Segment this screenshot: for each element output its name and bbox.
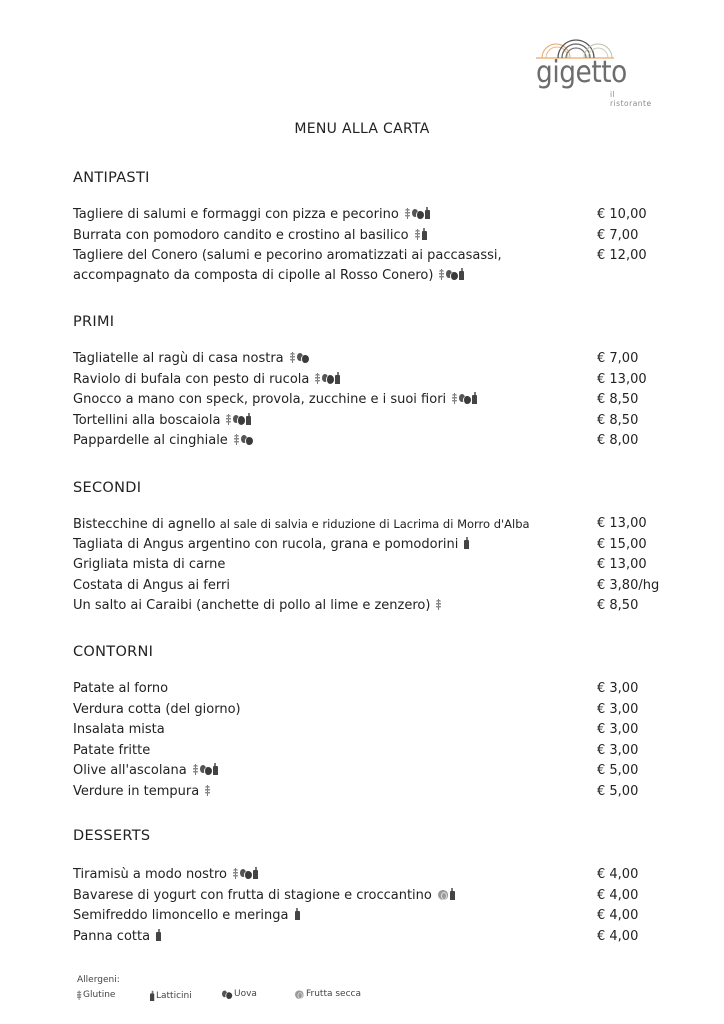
dish-price: € 4,00	[597, 887, 639, 903]
dish-name: Tagliere del Conero (salumi e pecorino aromatizzati ai paccasassi,	[73, 248, 502, 264]
dish-name: Un salto ai Caraibi (anchette di pollo al lime e zenzero)	[73, 597, 441, 615]
dish-name: Bistecchine di agnello al sale di salvia e riduzione di Lacrima di Morro d'Alba	[73, 517, 530, 532]
dish-price: € 8,00	[597, 433, 639, 449]
section-title: DESSERTS	[73, 828, 151, 844]
wheat-icon	[436, 599, 441, 610]
allergen-icons	[234, 433, 252, 445]
restaurant-logo	[534, 38, 654, 108]
wheat-icon	[415, 229, 420, 240]
eggs-icon	[233, 415, 244, 425]
allergen-icons	[438, 888, 455, 900]
wheat-icon	[233, 868, 238, 879]
allergen-icons	[405, 207, 430, 219]
milk-bottle-icon	[459, 268, 464, 280]
dish-price: € 3,00	[597, 742, 639, 758]
dish-name: Tagliatelle al ragù di casa nostra	[73, 350, 308, 368]
dish-name: Bavarese di yogurt con frutta di stagione e croccantino	[73, 887, 455, 905]
dish-price: € 8,50	[597, 412, 639, 428]
dish-name: Patate fritte	[73, 742, 151, 758]
wheat-icon	[77, 991, 81, 1000]
menu-item	[73, 350, 673, 371]
dish-price: € 15,00	[597, 536, 647, 552]
dish-price: € 4,00	[597, 908, 639, 924]
menu-item	[73, 227, 673, 248]
allergen-legend	[77, 975, 397, 1003]
menu-section-contorni	[73, 644, 673, 799]
nut-icon	[295, 991, 304, 1000]
legend-item-glutine: Glutine	[77, 989, 115, 1000]
wheat-icon	[234, 434, 239, 445]
menu-item	[73, 721, 673, 742]
eggs-icon	[297, 353, 308, 363]
dish-price: € 3,00	[597, 681, 639, 696]
logo-wordmark: gigetto	[536, 55, 627, 90]
dish-price: € 4,00	[597, 928, 639, 944]
milk-bottle-icon	[450, 888, 455, 900]
menu-item	[73, 371, 673, 392]
allergen-icons	[156, 929, 161, 941]
dish-name: Costata di Angus ai ferri	[73, 577, 230, 593]
dish-price: € 3,00	[597, 701, 639, 717]
logo-tagline: il ristorante	[610, 90, 652, 108]
milk-bottle-icon	[156, 929, 161, 941]
menu-item	[73, 515, 673, 536]
menu-item	[73, 432, 673, 453]
milk-bottle-icon	[150, 991, 154, 1001]
menu-item	[73, 247, 673, 288]
wheat-icon	[439, 269, 444, 280]
eggs-icon	[412, 209, 423, 219]
menu-item	[73, 577, 673, 598]
dish-price: € 3,80/hg	[597, 577, 660, 593]
menu-section-antipasti	[73, 170, 673, 284]
eggs-icon	[222, 991, 231, 1000]
legend-item-uova: Uova	[222, 989, 257, 999]
allergen-icons	[295, 908, 300, 920]
dish-name: Insalata mista	[73, 722, 165, 738]
dish-name: Panna cotta	[73, 928, 161, 946]
legend-title: Allergeni:	[77, 975, 120, 985]
wheat-icon	[226, 414, 231, 425]
milk-bottle-icon	[213, 763, 218, 775]
menu-item	[73, 391, 673, 412]
menu-section-secondi	[73, 480, 673, 614]
menu-item	[73, 928, 673, 949]
dish-price: € 12,00	[597, 248, 647, 264]
allergen-icons	[439, 268, 464, 280]
dish-price: € 4,00	[597, 867, 639, 882]
milk-bottle-icon	[253, 867, 258, 879]
dish-name: Burrata con pomodoro candito e crostino al basilico	[73, 227, 427, 245]
menu-section-primi	[73, 314, 673, 449]
wheat-icon	[405, 208, 410, 219]
allergen-icons	[436, 598, 441, 610]
eggs-icon	[241, 435, 252, 445]
milk-bottle-icon	[425, 207, 430, 219]
dish-name: Verdure in tempura	[73, 783, 210, 801]
allergen-icons	[226, 413, 251, 425]
milk-bottle-icon	[335, 372, 340, 384]
dish-price: € 13,00	[597, 371, 647, 387]
eggs-icon	[459, 394, 470, 404]
dish-price: € 8,50	[597, 392, 639, 408]
menu-item	[73, 680, 673, 701]
menu-item	[73, 701, 673, 722]
wheat-icon	[290, 352, 295, 363]
dish-price: € 5,00	[597, 783, 639, 799]
dish-name: Patate al forno	[73, 681, 169, 696]
menu-item	[73, 783, 673, 804]
menu-item	[73, 597, 673, 618]
wheat-icon	[452, 393, 457, 404]
menu-section-desserts	[73, 828, 673, 944]
menu-item	[73, 206, 673, 227]
menu-item	[73, 536, 673, 557]
allergen-icons	[233, 867, 258, 879]
dish-name: Pappardelle al cinghiale	[73, 432, 252, 450]
section-title: PRIMI	[73, 314, 115, 330]
legend-item-frutta-secca: Frutta secca	[295, 989, 361, 999]
allergen-icons	[315, 372, 340, 384]
menu-item	[73, 866, 673, 887]
dish-price: € 5,00	[597, 763, 639, 779]
wheat-icon	[205, 785, 210, 796]
section-title: CONTORNI	[73, 644, 154, 660]
milk-bottle-icon	[464, 537, 469, 549]
eggs-icon	[322, 374, 333, 384]
eggs-icon	[240, 869, 251, 879]
dish-name: Tagliata di Angus argentino con rucola, grana e pomodorini	[73, 536, 469, 554]
dish-name: Grigliata mista di carne	[73, 557, 226, 573]
milk-bottle-icon	[246, 413, 251, 425]
dish-name: Tortellini alla boscaiola	[73, 412, 251, 430]
dish-name: Semifreddo limoncello e meringa	[73, 907, 300, 925]
milk-bottle-icon	[472, 392, 477, 404]
dish-price: € 10,00	[597, 207, 647, 222]
allergen-icons	[464, 537, 469, 549]
section-title: SECONDI	[73, 480, 142, 496]
menu-item	[73, 887, 673, 908]
milk-bottle-icon	[295, 908, 300, 920]
dish-name: Raviolo di bufala con pesto di rucola	[73, 371, 340, 389]
allergen-icons	[205, 784, 210, 796]
allergen-icons	[452, 392, 477, 404]
menu-item	[73, 412, 673, 433]
dish-name: Olive all'ascolana	[73, 762, 218, 780]
wheat-icon	[193, 764, 198, 775]
dish-price: € 8,50	[597, 598, 639, 614]
dish-price: € 3,00	[597, 722, 639, 738]
nut-icon	[438, 890, 448, 900]
menu-item	[73, 556, 673, 577]
menu-item	[73, 762, 673, 783]
section-title: ANTIPASTI	[73, 170, 150, 186]
legend-item-latticini: Latticini	[150, 989, 192, 1001]
dish-name-continued: accompagnato da composta di cipolle al Rosso Conero)	[73, 267, 464, 285]
eggs-icon	[200, 765, 211, 775]
menu-item	[73, 742, 673, 763]
dish-price: € 7,00	[597, 351, 639, 366]
milk-bottle-icon	[422, 228, 427, 240]
menu-item	[73, 907, 673, 928]
wheat-icon	[315, 373, 320, 384]
dish-price: € 7,00	[597, 227, 639, 243]
dish-name: Tagliere di salumi e formaggi con pizza e pecorino	[73, 206, 430, 224]
dish-name: Verdura cotta (del giorno)	[73, 701, 241, 717]
dish-description: al sale di salvia e riduzione di Lacrima di Morro d'Alba	[219, 517, 530, 531]
dish-name: Gnocco a mano con speck, provola, zucchine e i suoi fiori	[73, 391, 477, 409]
dish-name: Tiramisù a modo nostro	[73, 866, 258, 884]
dish-price: € 13,00	[597, 516, 647, 531]
eggs-icon	[446, 270, 457, 280]
page-title: MENU ALLA CARTA	[294, 121, 430, 137]
allergen-icons	[193, 763, 218, 775]
dish-price: € 13,00	[597, 557, 647, 573]
allergen-icons	[290, 351, 308, 363]
allergen-icons	[415, 228, 427, 240]
